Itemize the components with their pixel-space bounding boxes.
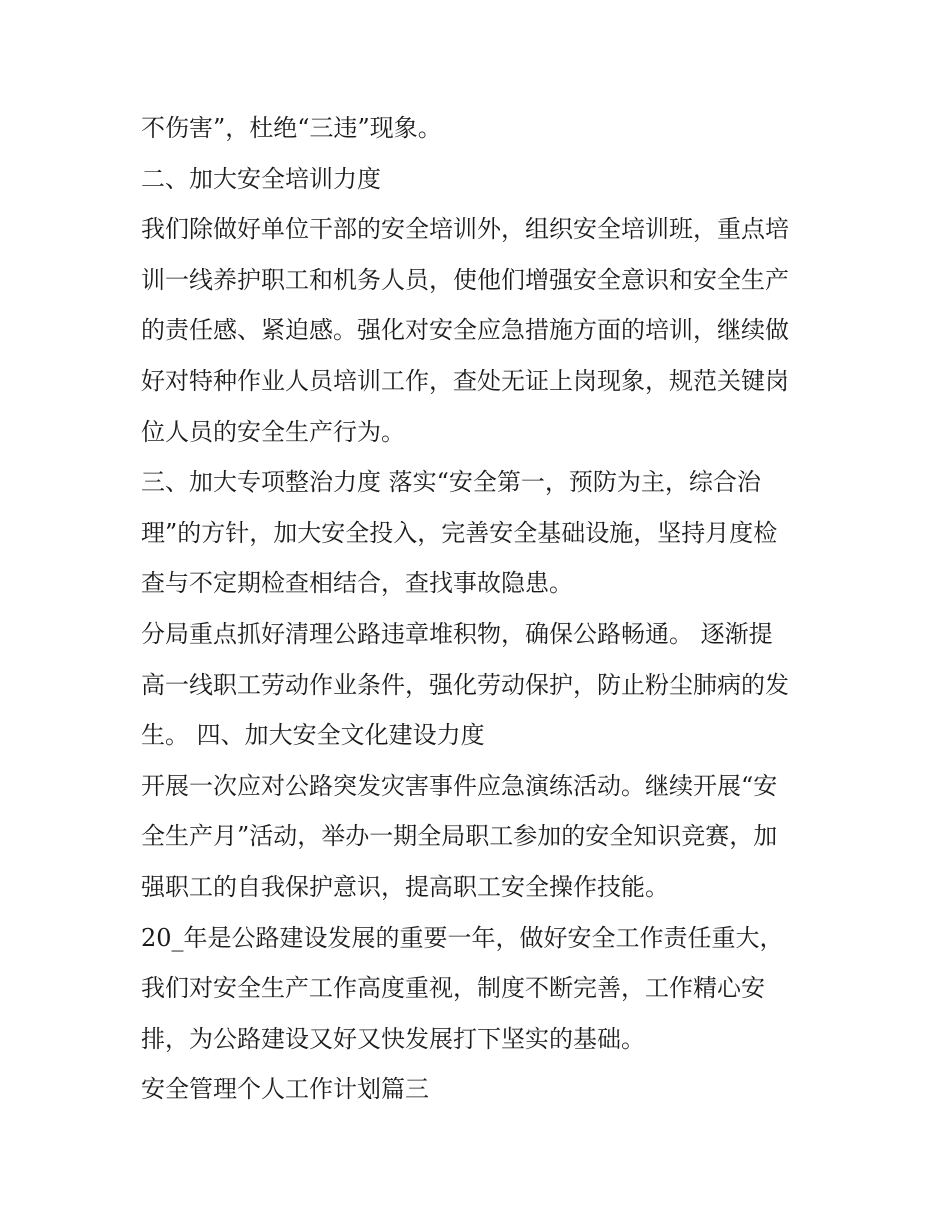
- text-line: 全生产月”活动，举办一期全局职工参加的安全知识竞赛，加: [141, 822, 778, 851]
- text-line: 开展一次应对公路突发灾害事件应急演练活动。继续开展“安: [141, 771, 778, 800]
- text-line: 20_年是公路建设发展的重要一年，做好安全工作责任重大，: [141, 923, 784, 952]
- text-line: 位人员的安全生产行为。: [141, 417, 405, 446]
- text-line: 我们对安全生产工作高度重视，制度不断完善，工作精心安: [141, 974, 765, 1003]
- text-line: 二、加大安全培训力度: [141, 164, 381, 193]
- text-line: 训一线养护职工和机务人员，使他们增强安全意识和安全生产: [141, 265, 789, 294]
- text-line: 三、加大专项整治力度 落实“安全第一，预防为主，综合治: [141, 468, 761, 497]
- text-line: 生。 四、加大安全文化建设力度: [141, 721, 485, 750]
- text-line: 好对特种作业人员培训工作，查处无证上岗现象，规范关键岗: [141, 367, 789, 395]
- text-line: 我们除做好单位干部的安全培训外，组织安全培训班，重点培: [141, 215, 789, 244]
- text-line: 的责任感、紧迫感。强化对安全应急措施方面的培训，继续做: [141, 316, 789, 345]
- text-line: 查与不定期检查相结合，查找事故隐患。: [141, 569, 573, 598]
- text-line: 分局重点抓好清理公路违章堆积物，确保公路畅通。 逐渐提: [141, 620, 773, 648]
- text-line: 高一线职工劳动作业条件，强化劳动保护，防止粉尘肺病的发: [141, 670, 789, 699]
- text-line: 安全管理个人工作计划篇三: [141, 1075, 429, 1104]
- text-line: 排，为公路建设又好又快发展打下坚实的基础。: [141, 1024, 645, 1053]
- text-line: 理”的方针，加大安全投入，完善安全基础设施，坚持月度检: [141, 518, 778, 547]
- text-line: 不伤害”，杜绝“三违”现象。: [141, 114, 442, 142]
- text-line: 强职工的自我保护意识，提高职工安全操作技能。: [141, 873, 669, 901]
